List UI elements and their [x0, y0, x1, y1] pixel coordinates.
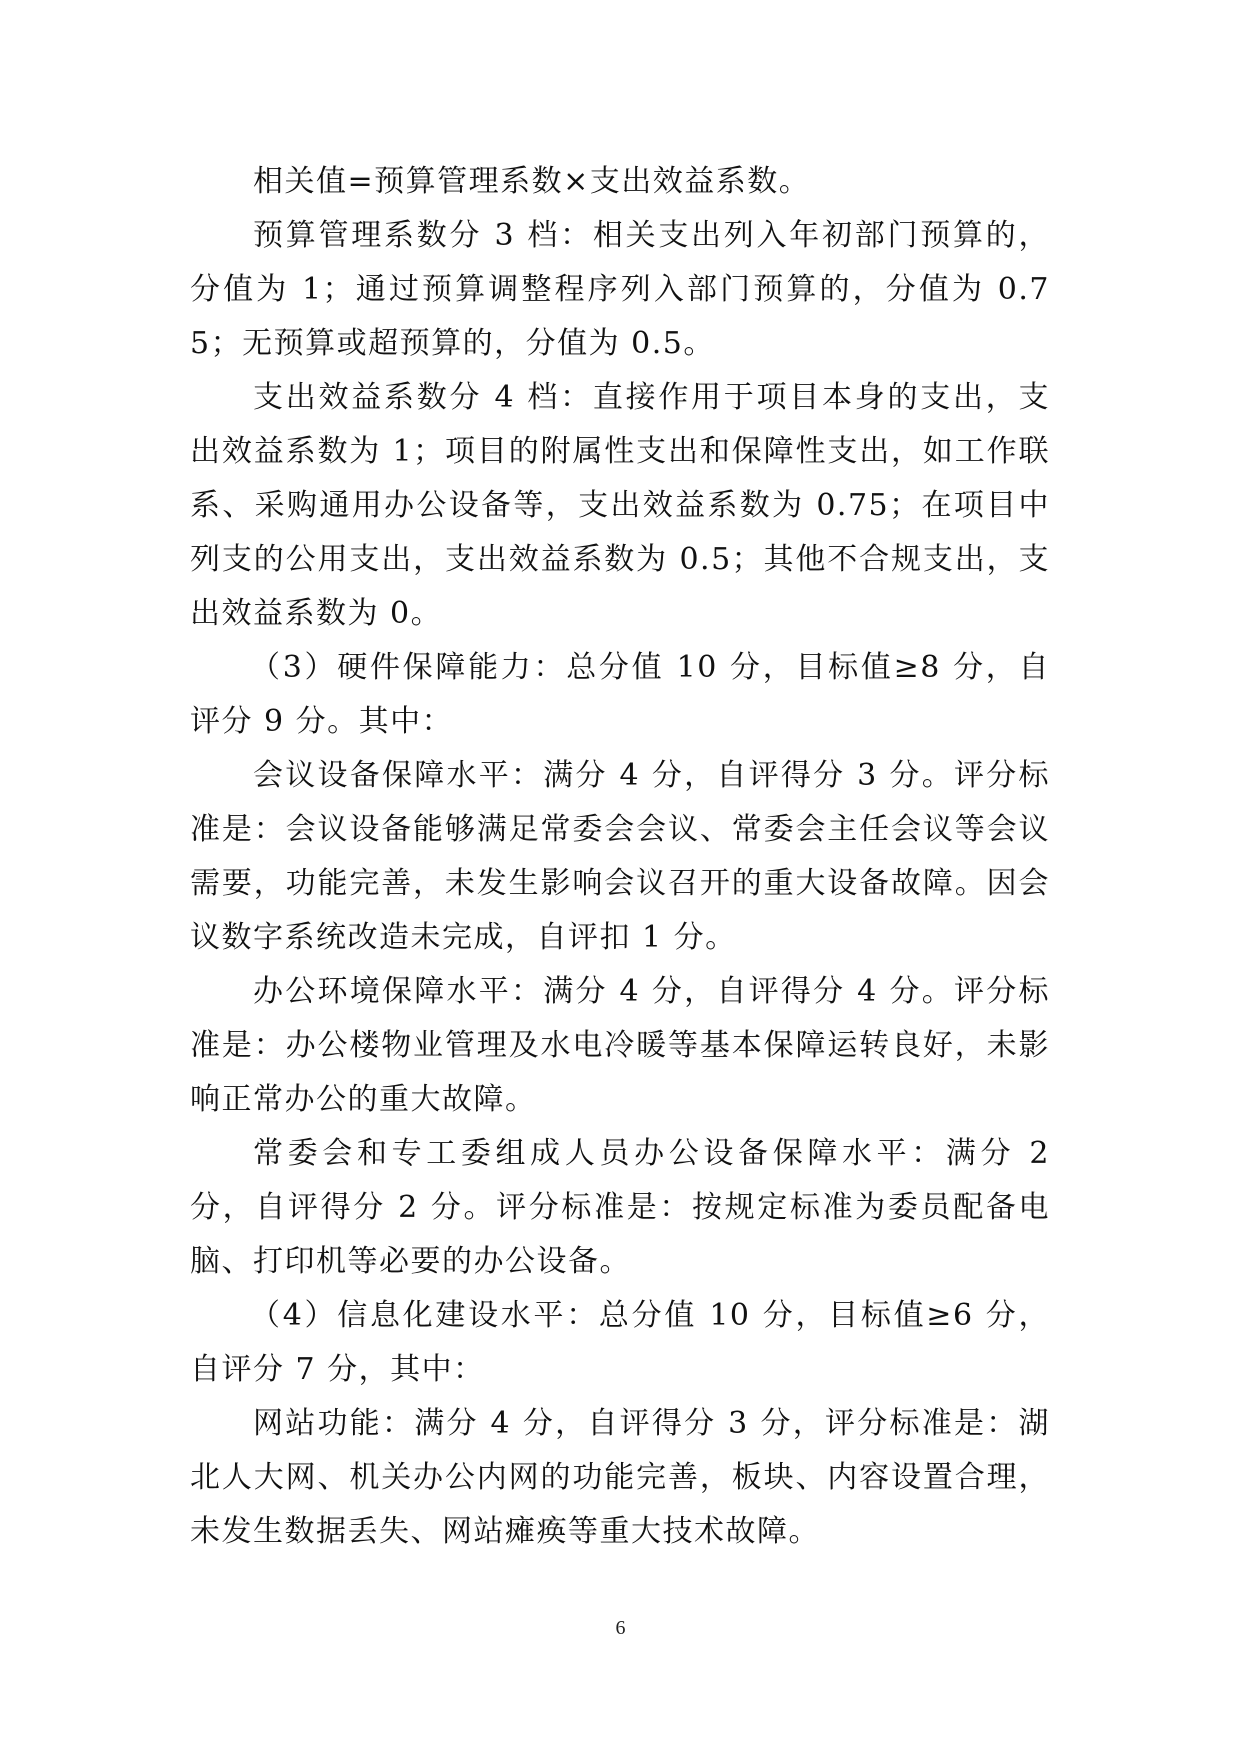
body-text	[190, 155, 1050, 1559]
paragraph-formula: 相关值=预算管理系数×支出效益系数。	[253, 164, 811, 199]
paragraph-office-environment: 办公环境保障水平：满分 4 分，自评得分 4 分。评分标准是：办公楼物业管理及水电冷暖等基本保障运转良好，未影响正常办公的重大故障。	[190, 974, 1050, 1117]
paragraph-meeting-equipment: 会议设备保障水平：满分 4 分，自评得分 3 分。评分标准是：会议设备能够满足常委会会议、常委会主任会议等会议需要，功能完善，未发生影响会议召开的重大设备故障。因会议数字系统改造未完成，自评扣 1 分。	[190, 758, 1050, 955]
heading-informatization: （4）信息化建设水平：总分值 10 分，目标值≥6 分，自评分 7 分，其中：	[190, 1298, 1050, 1387]
paragraph-benefit-coefficient: 支出效益系数分 4 档：直接作用于项目本身的支出，支出效益系数为 1；项目的附属性支出和保障性支出，如工作联系、采购通用办公设备等，支出效益系数为 0.75；在项目中列支的公用支出，支出效益系数为 0.5；其他不合规支出，支出效益系数为 0。	[190, 380, 1050, 631]
paragraph-member-equipment: 常委会和专工委组成人员办公设备保障水平：满分 2 分，自评得分 2 分。评分标准是：按规定标准为委员配备电脑、打印机等必要的办公设备。	[190, 1136, 1050, 1279]
paragraph-website-function: 网站功能：满分 4 分，自评得分 3 分，评分标准是：湖北人大网、机关办公内网的功能完善，板块、内容设置合理，未发生数据丢失、网站瘫痪等重大技术故障。	[190, 1406, 1050, 1549]
paragraph-budget-coefficient: 预算管理系数分 3 档：相关支出列入年初部门预算的，分值为 1；通过预算调整程序列入部门预算的，分值为 0.75；无预算或超预算的，分值为 0.5。	[190, 218, 1050, 361]
page-number: 6	[615, 1617, 626, 1639]
heading-hardware-capability: （3）硬件保障能力：总分值 10 分，目标值≥8 分，自评分 9 分。其中：	[190, 650, 1050, 739]
